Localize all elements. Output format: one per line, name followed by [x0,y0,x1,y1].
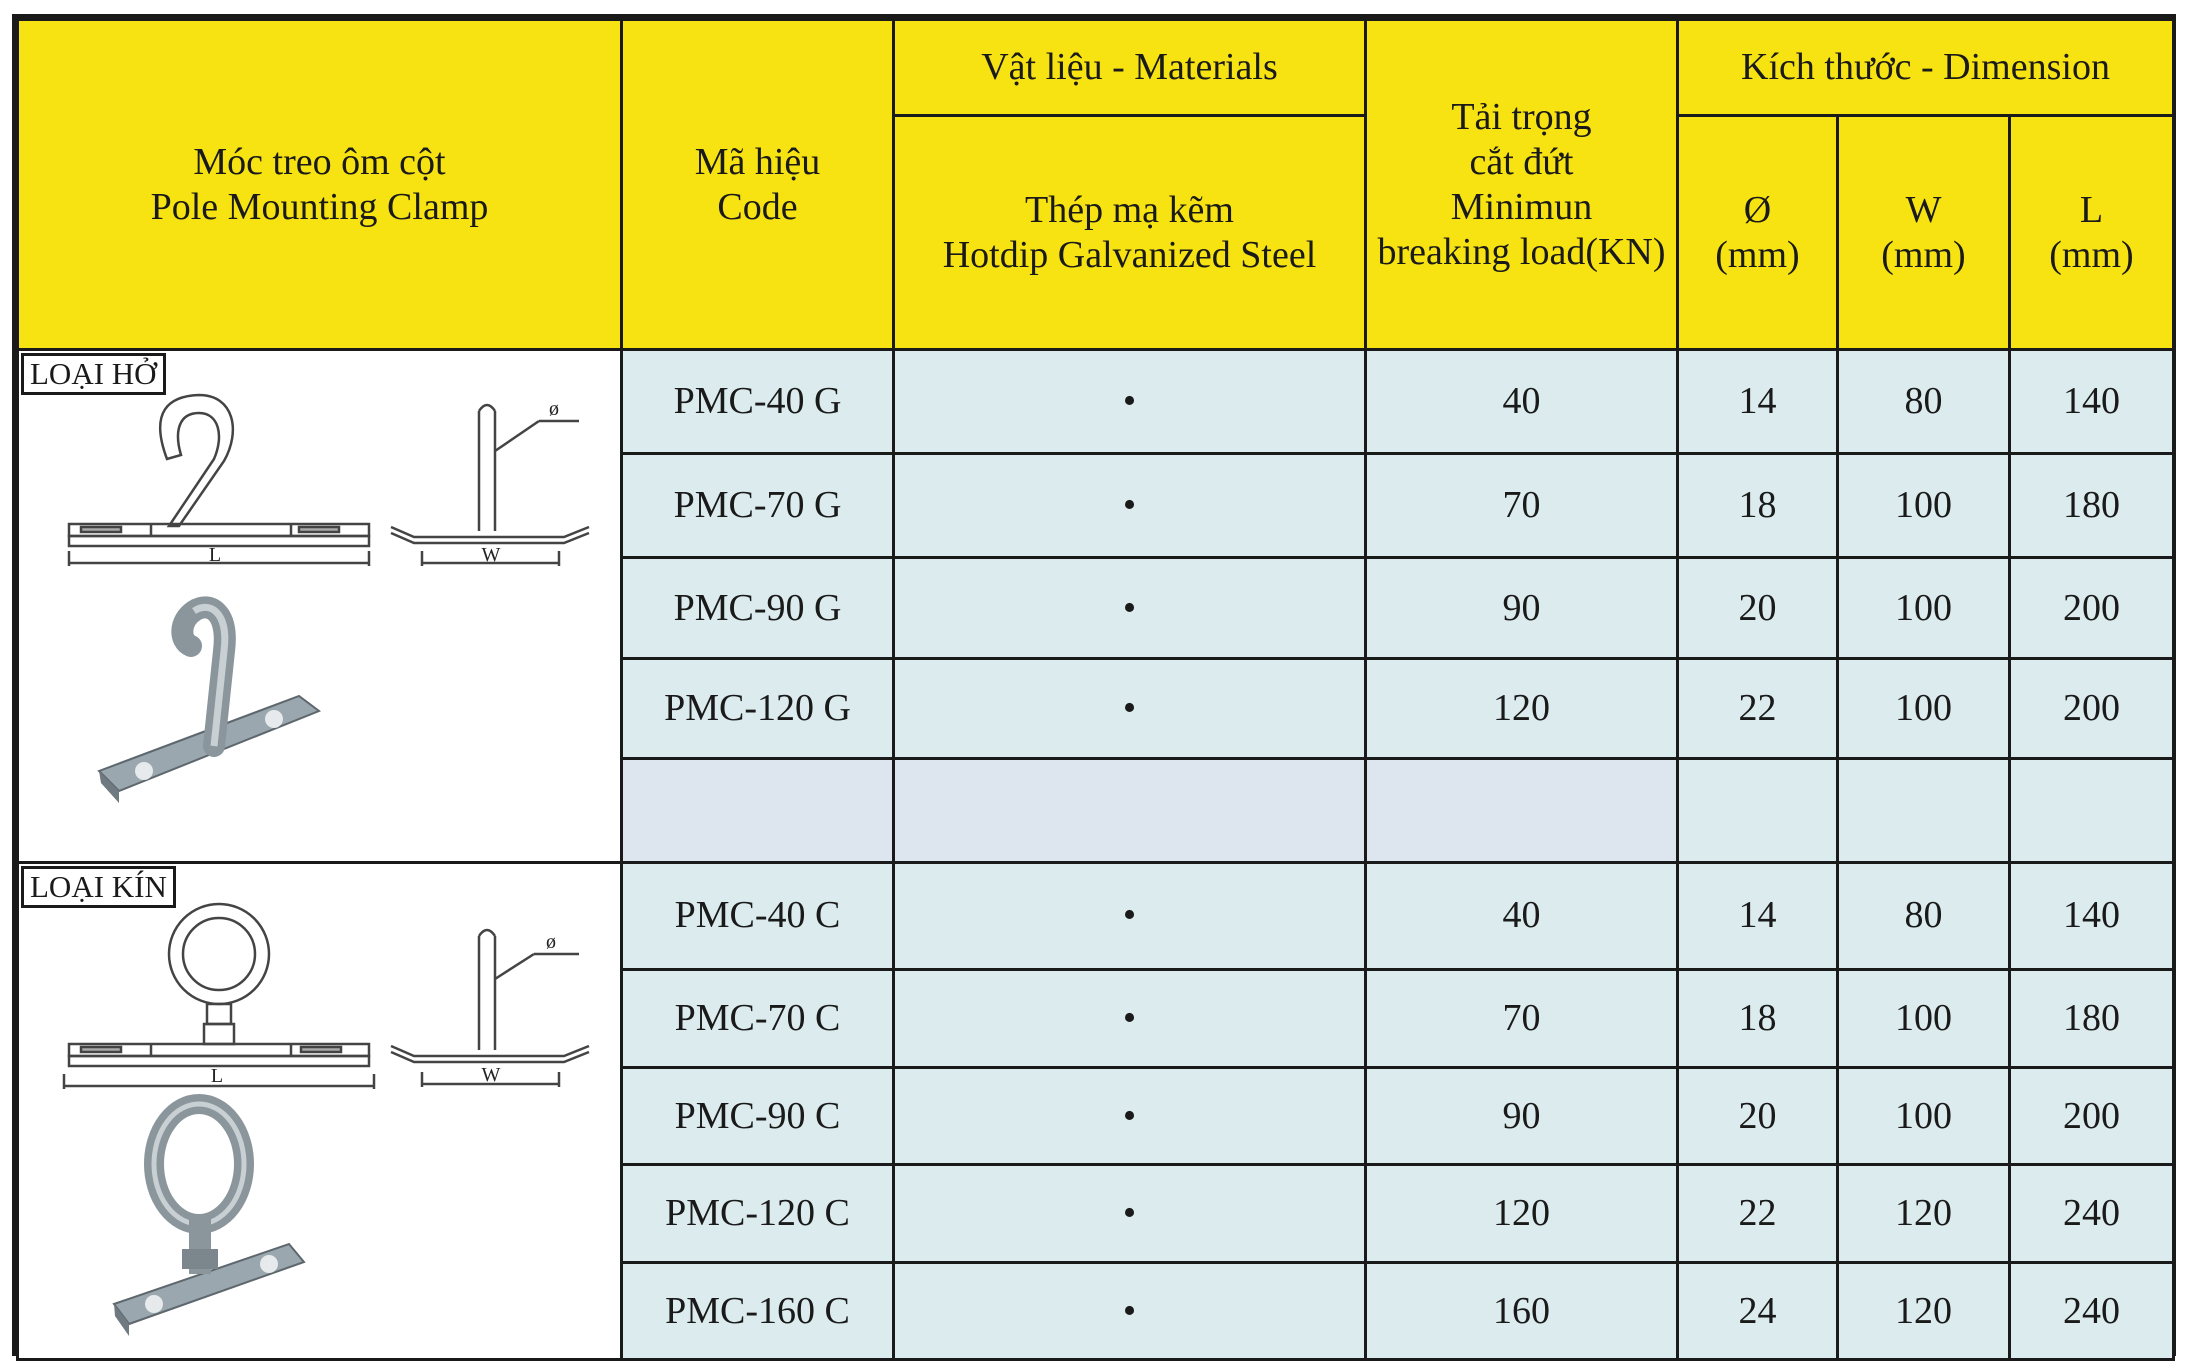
code-label-vi: Mã hiệu [694,140,821,183]
closed-ring-drawing [19,864,619,1354]
breaking-load-value: 90 [1366,557,1678,659]
breaking-load-value: 120 [1366,659,1678,759]
breaking-load-value: 40 [1366,350,1678,454]
spec-sheet [12,14,2176,1356]
length-value: 200 [2010,659,2174,759]
diameter-label: ø [549,398,559,420]
product-header [18,20,622,350]
length-value: 240 [2010,1263,2174,1360]
material-mark: • [894,350,1366,454]
length-value: 180 [2010,969,2174,1068]
product-code: PMC-120 C [622,1164,894,1263]
diameter-value: 20 [1678,1068,1838,1165]
length-value: 200 [2010,557,2174,659]
diameter-value: 18 [1678,969,1838,1068]
material-mark: • [894,863,1366,970]
code-label-en: Code [717,185,798,228]
length-value: 140 [2010,863,2174,970]
diameter-value: 24 [1678,1263,1838,1360]
product-code: PMC-120 G [622,659,894,759]
open-hook-front-view [69,395,369,566]
length-label: L [208,544,222,566]
diameter-value: 18 [1678,453,1838,557]
open-hook-side-view [391,405,589,566]
breaking-load-value: 70 [1366,969,1678,1068]
breaking-load-value: 120 [1366,1164,1678,1263]
material-mark: • [894,1068,1366,1165]
width-value: 100 [1838,557,2010,659]
product-code: PMC-40 G [622,350,894,454]
product-code: PMC-160 C [622,1263,894,1360]
material-mark: • [894,969,1366,1068]
product-code: PMC-70 G [622,453,894,557]
width-value: 100 [1838,453,2010,557]
length-value: 180 [2010,453,2174,557]
product-code: PMC-40 C [622,863,894,970]
width-value: 80 [1838,350,2010,454]
breaking-load-header: Tải trọng cắt đứt Minimun breaking load(KN) [1366,20,1678,350]
width-label: W [481,544,501,566]
breaking-load-value: 160 [1366,1263,1678,1360]
open-hook-drawing [19,351,619,851]
diameter-header: Ø (mm) [1678,116,1838,350]
table-row [18,350,2174,454]
material-mark: • [894,1263,1366,1360]
closed-type-illustration [18,863,622,1360]
length-header: L (mm) [2010,116,2174,350]
length-label: L [210,1065,224,1087]
closed-ring-front-view [64,904,374,1089]
length-value: 240 [2010,1164,2174,1263]
product-code: PMC-70 C [622,969,894,1068]
closed-ring-photo [114,1104,304,1336]
width-value: 120 [1838,1164,2010,1263]
width-value: 120 [1838,1263,2010,1360]
diameter-value: 14 [1678,350,1838,454]
width-label: W [481,1064,501,1086]
product-name-vi: Móc treo ôm cột [193,140,446,183]
width-header: W (mm) [1838,116,2010,350]
material-mark: • [894,453,1366,557]
diameter-label: ø [546,931,556,953]
product-name-en: Pole Mounting Clamp [150,185,489,228]
breaking-load-value: 90 [1366,1068,1678,1165]
header-row-1 [18,20,2174,116]
material-mark: • [894,1164,1366,1263]
material-mark: • [894,659,1366,759]
material-mark: • [894,557,1366,659]
open-type-illustration [18,350,622,863]
breaking-load-value: 70 [1366,453,1678,557]
length-value: 140 [2010,350,2174,454]
pole-mounting-clamp-table [16,18,2175,1361]
open-hook-photo [99,607,319,803]
width-value: 100 [1838,969,2010,1068]
length-value: 200 [2010,1068,2174,1165]
diameter-value: 20 [1678,557,1838,659]
diameter-value: 22 [1678,659,1838,759]
dimension-header: Kích thước - Dimension [1678,20,2174,116]
product-code: PMC-90 C [622,1068,894,1165]
code-header [622,20,894,350]
width-value: 100 [1838,659,2010,759]
group-label-open: LOẠI HỞ [21,353,166,395]
width-value: 80 [1838,863,2010,970]
table-row [18,863,2174,970]
width-value: 100 [1838,1068,2010,1165]
breaking-load-value: 40 [1366,863,1678,970]
group-label-closed: LOẠI KÍN [21,866,176,908]
materials-header: Vật liệu - Materials [894,20,1366,116]
diameter-value: 22 [1678,1164,1838,1263]
diameter-value: 14 [1678,863,1838,970]
product-code: PMC-90 G [622,557,894,659]
material-steel-header: Thép mạ kẽm Hotdip Galvanized Steel [894,116,1366,350]
